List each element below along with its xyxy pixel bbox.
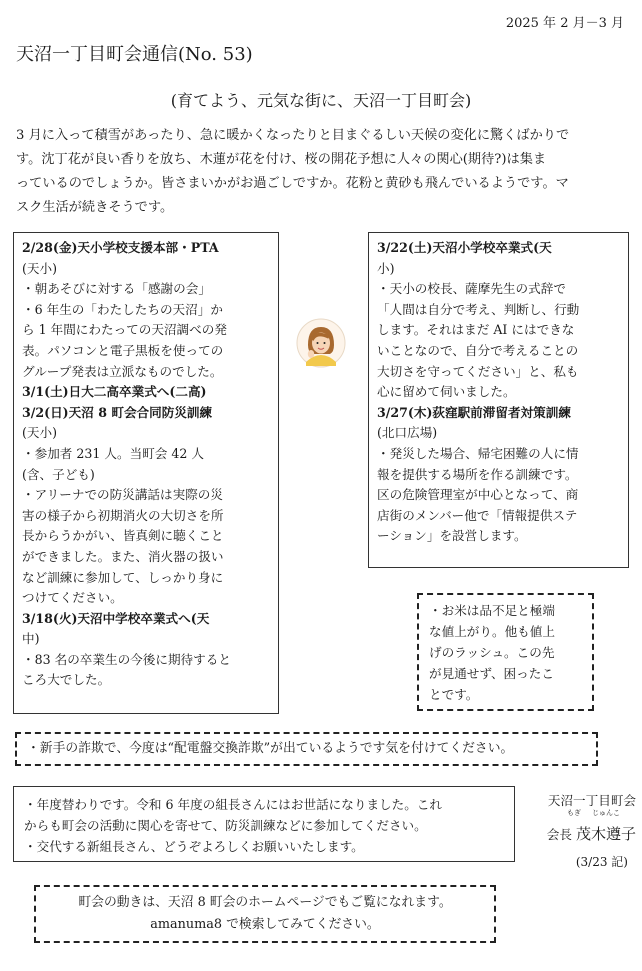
event-line: します。それはまだ AI にはできな	[377, 322, 575, 338]
event-line: ころ大でした。	[22, 672, 111, 688]
event-line: 区の危険管理室が中心となって、商	[377, 487, 579, 503]
event-line: 小)	[377, 260, 395, 276]
note-line: ・年度替わりです。令和 6 年度の組長さんにはお世話になりました。これ	[24, 797, 443, 812]
signature-org: 天沼一丁目町会	[547, 793, 636, 808]
signature-chief	[520, 824, 636, 845]
woman-avatar-icon	[296, 318, 346, 368]
website-note	[34, 885, 496, 943]
newsletter-title: 天沼一丁目町会通信(No. 53)	[16, 44, 253, 65]
event-heading: 3/1(土)日大二高卒業式へ(二高)	[22, 384, 207, 400]
signature-block	[520, 790, 636, 870]
event-line: 「人間は自分で考え、判断し、行動	[377, 301, 580, 317]
event-line: ・発災した場合、帰宅困難の人に情	[377, 445, 579, 461]
event-line: 害の様子から初期消火の大切さを所	[22, 507, 224, 523]
signature-date: (3/23 記)	[575, 855, 628, 869]
note-line: からも町会の活動に関心を寄せて、防災訓練などに参加してください。	[24, 818, 427, 833]
signature-title: 会長	[546, 827, 572, 842]
note-line: amanuma8 で検索してみてください。	[150, 917, 380, 932]
event-line: 大切さを守ってください」と、私も	[377, 363, 579, 379]
event-heading: 3/2(日)天沼 8 町会合同防災訓練	[22, 404, 213, 420]
event-line: など訓練に参加して、しっかり身に	[22, 569, 224, 585]
event-line: 長からうかがい、皆真剣に聴くこと	[22, 528, 224, 544]
scam-warning-note	[15, 732, 598, 766]
event-line: ーション」を設営します。	[377, 528, 527, 544]
event-heading: 3/27(木)荻窪駅前滞留者対策訓練	[377, 404, 571, 420]
event-line: 店街のメンバー他で「情報提供ステ	[377, 507, 578, 523]
name-ruby-family: もぎ	[567, 809, 581, 817]
signature-name: 茂木遵子	[575, 825, 636, 843]
event-line: (天小)	[22, 425, 58, 441]
event-line: ら 1 年間にわたっての天沼調べの発	[22, 322, 227, 338]
event-line: (北口広場)	[377, 425, 438, 441]
event-heading: 2/28(金)天小学校支援本部・PTA	[22, 240, 219, 255]
event-line: ができました。また、消火器の扱い	[22, 548, 224, 564]
rice-price-note	[417, 593, 594, 711]
intro-line: スク生活が続きそうです。	[16, 200, 174, 215]
event-line: ・参加者 231 人。当町会 42 人	[22, 445, 205, 461]
name-ruby-given: じゅんこ	[592, 809, 620, 817]
note-line: ・新手の詐欺で、今度は“配電盤交換詐欺”が出ているようです気を付けてください。	[27, 741, 514, 756]
event-line: 中)	[22, 631, 40, 647]
event-line: 心に留めて伺いました。	[377, 384, 516, 400]
event-line: ・アリーナでの防災講話は実際の災	[22, 487, 223, 503]
events-box-left	[13, 232, 279, 714]
event-line: ・朝あそびに対する「感謝の会」	[22, 281, 211, 297]
intro-paragraph	[16, 124, 628, 220]
greeting-note	[13, 786, 515, 862]
note-line: ・交代する新組長さん、どうぞよろしくお願いいたします。	[24, 839, 364, 854]
note-line: 町会の動きは、天沼 8 町会のホームページでもご覧になれます。	[78, 895, 452, 910]
event-line: ・6 年生の「わたしたちの天沼」か	[22, 301, 223, 317]
note-line: が見通せず、困ったこ	[429, 666, 554, 681]
event-line: (含、子ども)	[22, 466, 95, 482]
event-line: 報を提供する場所を作る訓練です。	[377, 466, 578, 482]
event-line: ・天小の校長、薩摩先生の式辞で	[377, 281, 566, 297]
event-line: 表。パソコンと電子黒板を使っての	[22, 342, 224, 358]
note-line: とです。	[429, 687, 479, 702]
event-line: ・83 名の卒業生の今後に期待すると	[22, 651, 231, 667]
event-line: グループ発表は立派なものでした。	[22, 363, 223, 379]
events-box-right	[368, 232, 629, 568]
intro-line: っているのでしょうか。皆さまいかがお過ごしですか。花粉と黄砂も飛んでいるようです。マ	[16, 176, 569, 191]
note-line: な値上がり。他も値上	[429, 624, 555, 639]
event-line: つけてください。	[22, 590, 123, 606]
note-line: ・お米は品不足と極端	[429, 603, 555, 618]
event-line: (天小)	[22, 260, 58, 276]
intro-line: す。沈丁花が良い香りを放ち、木蓮が花を付け、桜の開花予想に人々の関心(期待?)は集ま	[16, 152, 547, 167]
issue-date: 2025 年 2 月－3 月	[505, 16, 624, 31]
event-heading: 3/18(火)天沼中学校卒業式へ(天	[22, 610, 210, 626]
event-line: いことなので、自分で考えることの	[377, 342, 579, 358]
intro-line: 3 月に入って積雪があったり、急に暖かくなったりと目まぐるしい天候の変化に驚くばかりで	[16, 128, 570, 143]
slogan: (育てよう、元気な街に、天沼一丁目町会)	[170, 91, 472, 110]
note-line: げのラッシュ。この先	[429, 645, 555, 660]
event-heading: 3/22(土)天沼小学校卒業式(天	[377, 240, 552, 255]
